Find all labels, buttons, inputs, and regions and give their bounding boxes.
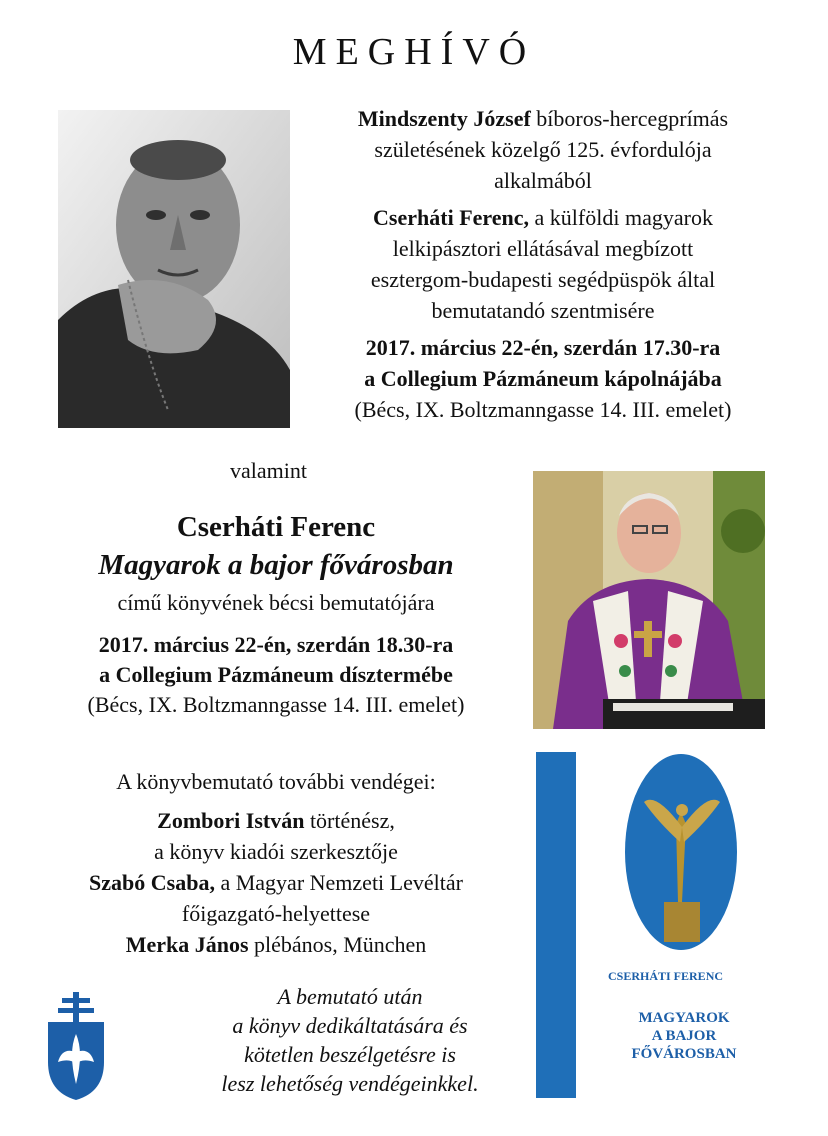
pazmaneum-crest-logo [44,992,108,1102]
guest-2-name: Szabó Csaba, [89,870,215,895]
occasion-line: alkalmából [494,168,592,193]
closing-line-4: lesz lehetőség vendégeinkkel. [221,1071,479,1096]
guests-text [20,766,532,960]
guests-heading: A könyvbemutató további vendégei: [116,769,436,794]
celebrant-role-3: esztergom-budapesti segédpüspök által [370,267,716,292]
closing-text [150,982,550,1098]
book-subtitle: című könyvének bécsi bemutatójára [117,590,435,615]
anniversary-line: születésének közelgő 125. évfordulója [374,137,712,162]
mass-address: (Bécs, IX. Boltzmanngasse 14. III. emelet) [354,397,732,422]
book-event-text [20,508,532,720]
page-title: MEGHÍVÓ [292,31,536,73]
priest-photo [533,471,765,729]
cover-title-2: A BAJOR [651,1028,717,1044]
book-event-place: a Collegium Pázmáneum dísztermébe [99,662,453,687]
guest-3-role: plébános, München [248,932,427,957]
celebrant-name: Cserháti Ferenc, [373,205,530,230]
mass-date: 2017. március 22-én, szerdán 17.30-ra [365,335,721,360]
guest-2-role: a Magyar Nemzeti Levéltár [214,870,463,895]
connector-text: valamint [230,458,307,483]
guest-3-name: Merka János [125,932,249,957]
author-name: Cserháti Ferenc [176,511,376,543]
book-title: Magyarok a bajor fővárosban [98,549,454,581]
guest-1-role-2: a könyv kiadói szerkesztője [154,839,398,864]
cover-author: CSERHÁTI FERENC [608,969,724,983]
celebrant-role: a külföldi magyarok [529,205,713,230]
closing-line-1: A bemutató után [277,984,423,1009]
honoree-name: Mindszenty József [357,106,531,131]
cover-title-1: MAGYAROK [638,1010,730,1026]
book-cover [536,752,768,1098]
celebrant-role-2: lelkipásztori ellátásával megbízott [392,236,694,261]
closing-line-2: a könyv dedikáltatására és [232,1013,468,1038]
mass-phrase: bemutatandó szentmisére [431,298,655,323]
guest-1-name: Zombori István [157,808,305,833]
guest-1-role: történész, [304,808,395,833]
book-event-address: (Bécs, IX. Boltzmanngasse 14. III. emelet) [87,692,465,717]
mass-place: a Collegium Pázmáneum kápolnájába [364,366,722,391]
book-event-date: 2017. március 22-én, szerdán 18.30-ra [98,632,454,657]
mass-invitation-text [300,103,786,425]
closing-line-3: kötetlen beszélgetésre is [244,1042,456,1067]
honoree-title: bíboros-hercegprímás [530,106,729,131]
cover-title-3: FŐVÁROSBAN [631,1046,737,1062]
guest-2-role-2: főigazgató-helyettese [181,901,371,926]
portrait-photo [58,110,290,428]
